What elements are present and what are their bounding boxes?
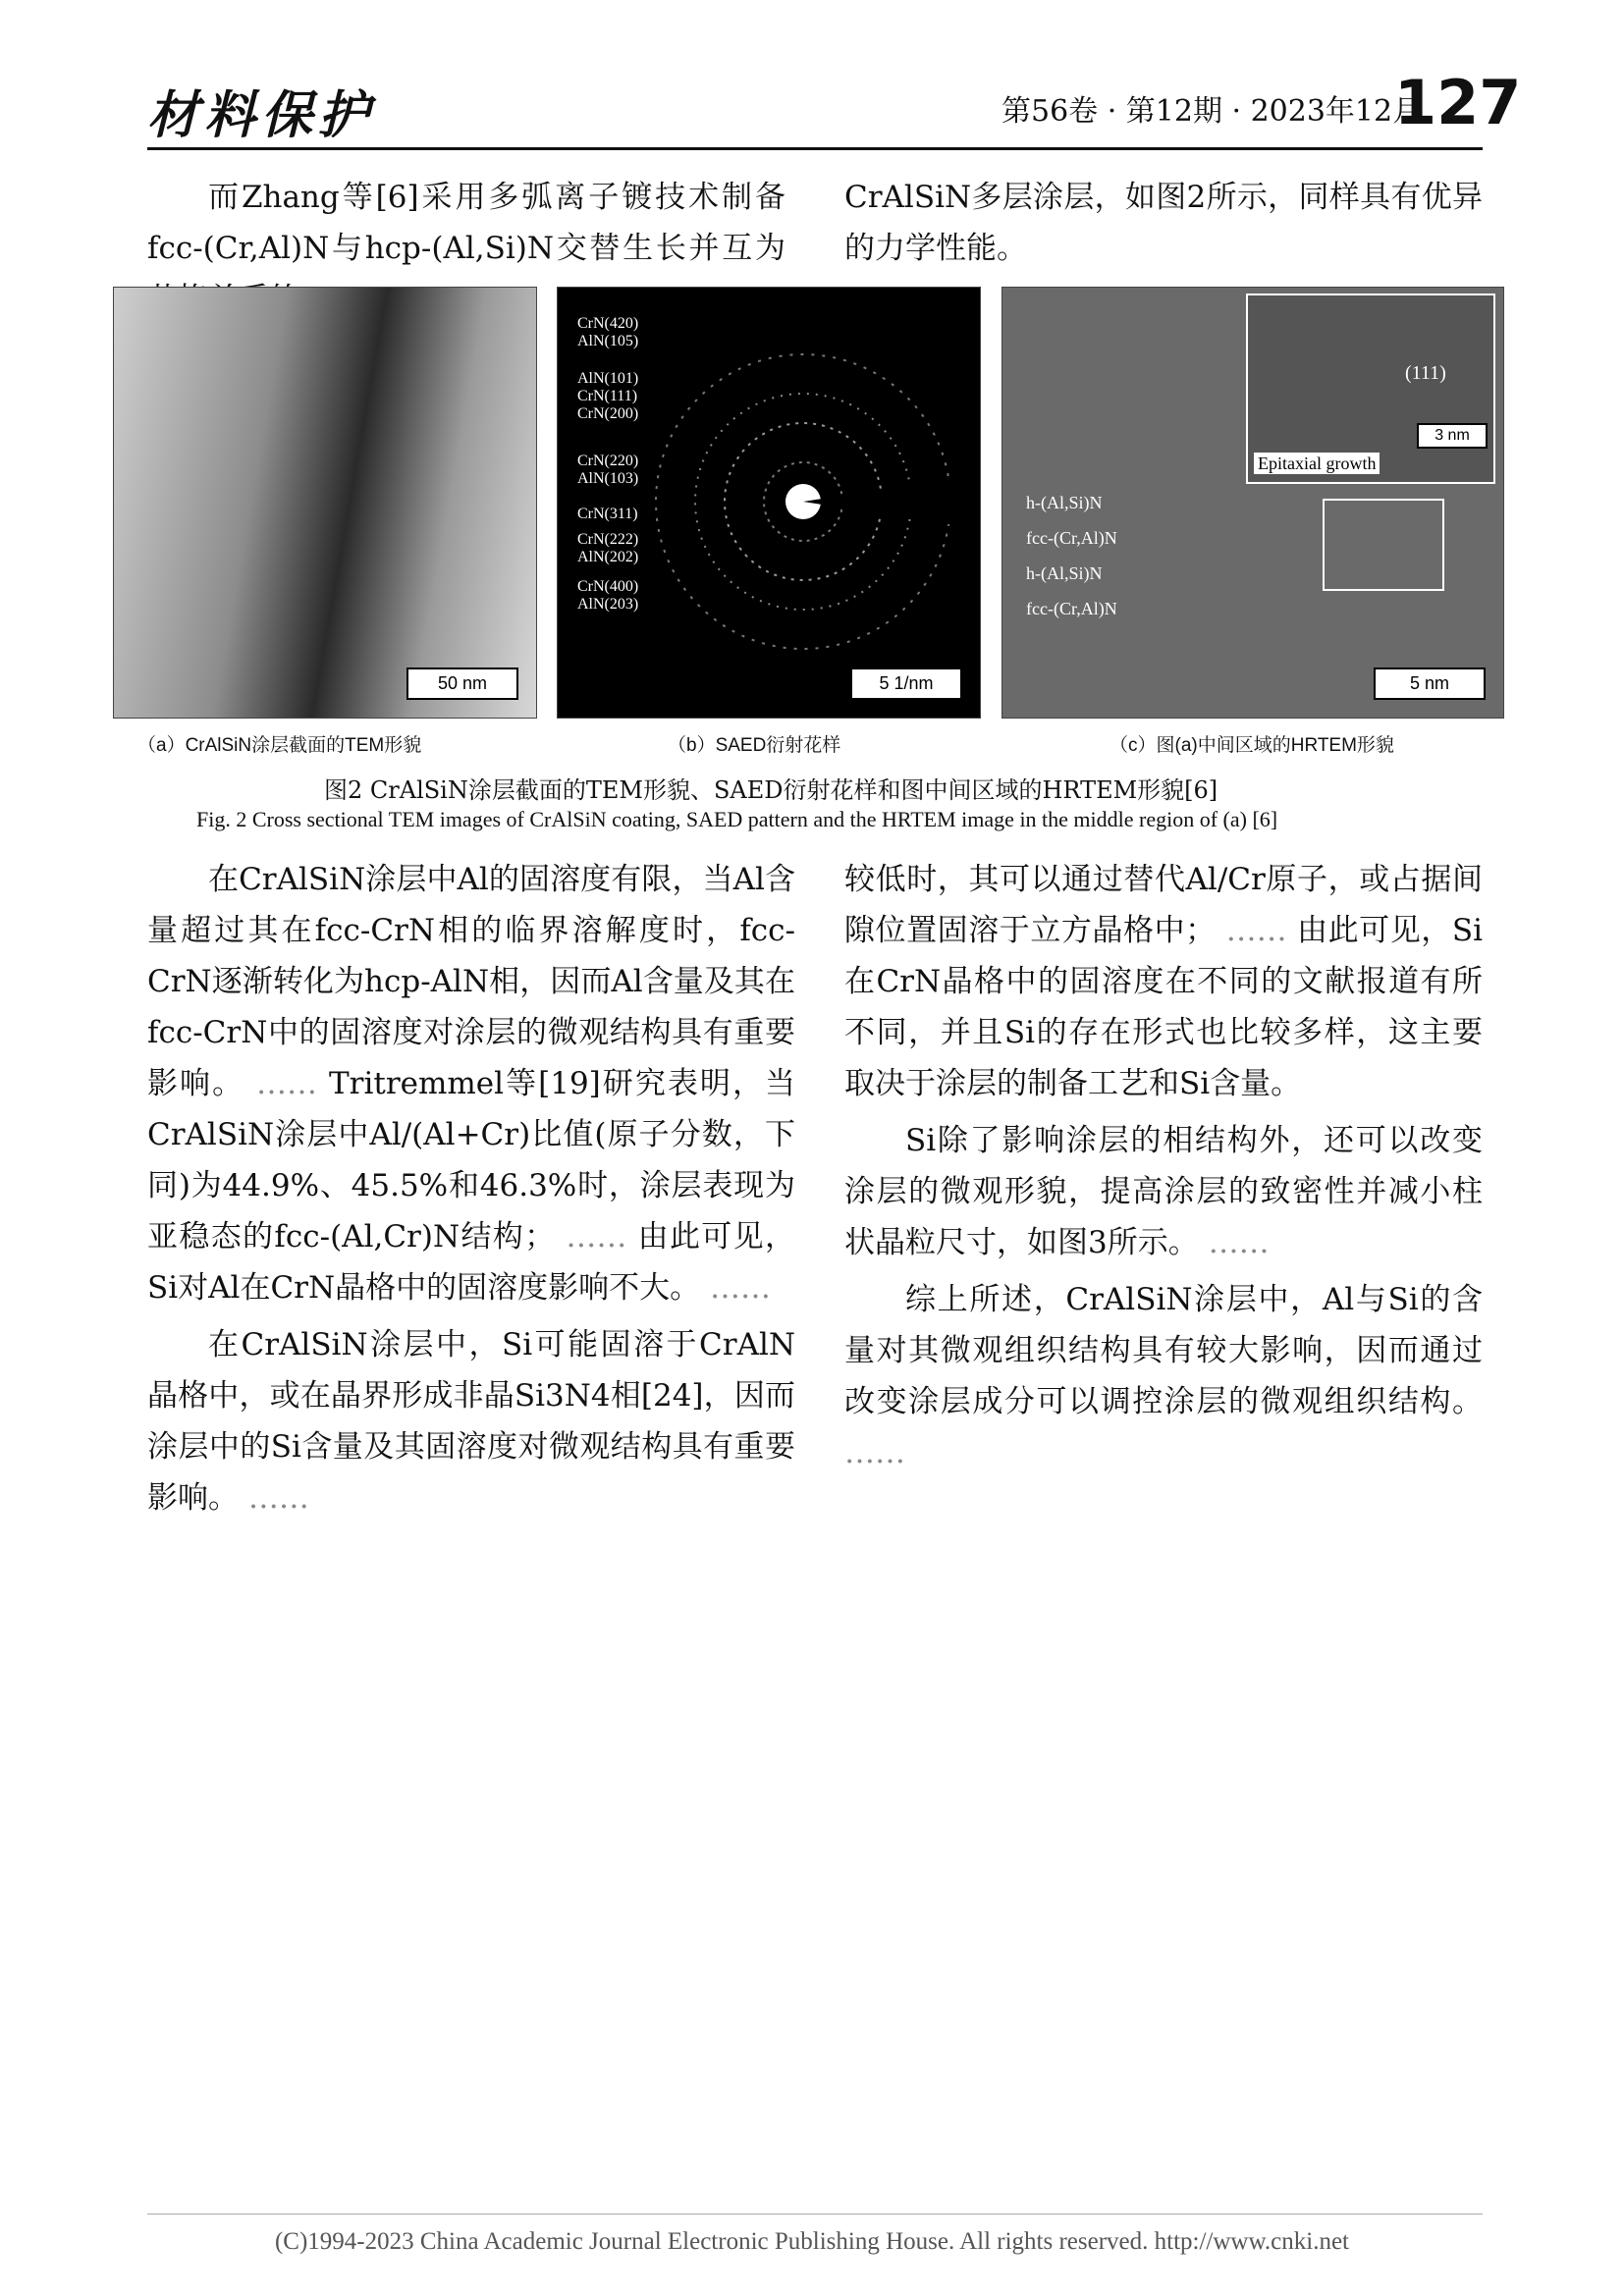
text-run: 由此可见，Si在CrN晶格中的固溶度在不同的文献报道有所不同，并且Si的存在形式也比较多样，这主要取决于涂层的制备工艺和Si含量。	[844, 913, 1483, 1101]
footer-divider	[147, 2214, 1483, 2215]
saed-label: CrN(420)	[577, 315, 639, 332]
saed-label: AlN(103)	[577, 470, 639, 487]
scale-bar-a: 50 nm	[406, 667, 518, 700]
saed-label: CrN(222)	[577, 531, 639, 548]
paragraph	[147, 1319, 795, 1523]
paragraph	[844, 1274, 1483, 1478]
saed-label: AlN(203)	[577, 596, 639, 613]
illegible-gap: ……	[1225, 913, 1287, 948]
illegible-gap: ……	[247, 1480, 309, 1516]
copyright-footer: (C)1994-2023 China Academic Journal Electronic Publishing House. All rights reserved. http://www.cnki.net	[274, 2228, 1350, 2255]
saed-label: CrN(400)	[577, 578, 639, 595]
layer-label: h-(Al,Si)N	[1026, 493, 1103, 512]
subcaption-c: （c）图(a)中间区域的HRTEM形貌	[1110, 735, 1394, 756]
text-run: 在CrAlSiN涂层中，Si可能固溶于CrAlN晶格中，或在晶界形成非晶Si3N4相[24]，因而涂层中的Si含量及其固溶度对微观结构具有重要影响。	[147, 1327, 795, 1516]
intro-right-text: CrAlSiN多层涂层，如图2所示，同样具有优异的力学性能。	[844, 180, 1483, 266]
scale-bar-c: 5 nm	[1374, 667, 1486, 700]
figure-caption-en: Fig. 2 Cross sectional TEM images of CrAlSiN coating, SAED pattern and the HRTEM image in the middle region of (a) [6]	[196, 807, 1278, 831]
saed-label: AlN(202)	[577, 549, 639, 565]
hrtem-inset	[1246, 294, 1495, 484]
inset-note: Epitaxial growth	[1254, 453, 1380, 474]
text-run: 在CrAlSiN涂层中Al的固溶度有限，当Al含量超过其在fcc-CrN相的临界溶解度时，fcc-CrN逐渐转化为hcp-AlN相，因而Al含量及其在fcc-CrN中的固溶度对涂层的微观结构具有重要影响。	[147, 862, 795, 1101]
saed-label: CrN(220)	[577, 453, 639, 469]
saed-label: AlN(101)	[577, 370, 639, 387]
text-run: Tritremmel等[19]研究表明，当CrAlSiN涂层中Al/(Al+Cr)比值(原子分数，下同)为44.9%、45.5%和46.3%时，涂层表现为亚稳态的fcc-(Al,Cr)N结构；	[147, 1066, 796, 1255]
inset-plane-label: (111)	[1405, 362, 1446, 384]
saed-label: CrN(111)	[577, 388, 638, 404]
saed-pattern-panel	[557, 287, 981, 719]
illegible-gap: ……	[566, 1219, 627, 1255]
illegible-gap: ……	[844, 1435, 905, 1470]
illegible-gap: ……	[256, 1066, 318, 1101]
paragraph	[147, 854, 795, 1313]
page-number: 127	[1394, 67, 1522, 138]
figure-caption-cn: 图2 CrAlSiN涂层截面的TEM形貌、SAED衍射花样和图中间区域的HRTEM形貌[6]	[324, 776, 1218, 804]
illegible-gap: ……	[709, 1270, 771, 1306]
body-left-column	[147, 854, 795, 1529]
body-right-column	[844, 854, 1483, 1484]
intro-left-text: 而Zhang等[6]采用多弧离子镀技术制备fcc-(Cr,Al)N与hcp-(Al,Si)N交替生长并互为	[147, 180, 785, 266]
layer-label: h-(Al,Si)N	[1026, 563, 1103, 583]
layer-label: fcc-(Cr,Al)N	[1026, 599, 1117, 618]
illegible-gap: ……	[1208, 1225, 1270, 1260]
saed-label: CrN(200)	[577, 405, 639, 422]
region-marker	[1323, 499, 1444, 591]
issue-info: 第56卷 · 第12期 · 2023年12月	[1001, 94, 1423, 129]
saed-label: CrN(311)	[577, 506, 638, 522]
paragraph	[844, 1115, 1483, 1268]
text-run: Si除了影响涂层的相结构外，还可以改变涂层的微观形貌，提高涂层的致密性并减小柱状晶粒尺寸，如图3所示。	[844, 1123, 1483, 1260]
text-run: 综上所述，CrAlSiN涂层中，Al与Si的含量对其微观组织结构具有较大影响，因而通过改变涂层成分可以调控涂层的微观组织结构。	[844, 1282, 1483, 1419]
text-run: 较低时，其可以通过替代Al/Cr原子，或占据间隙位置固溶于立方晶格中；	[844, 862, 1483, 948]
saed-rings	[558, 288, 980, 718]
journal-logo: 材料保护	[147, 85, 376, 145]
saed-label: AlN(105)	[577, 333, 639, 349]
paragraph	[844, 854, 1483, 1109]
scale-bar-b: 5 1/nm	[850, 667, 962, 700]
hrtem-image-panel	[1001, 287, 1504, 719]
subcaption-a: （a）CrAlSiN涂层截面的TEM形貌	[137, 735, 422, 756]
layer-label: fcc-(Cr,Al)N	[1026, 528, 1117, 548]
subcaption-b: （b）SAED衍射花样	[668, 735, 841, 756]
header-divider	[147, 147, 1483, 150]
inset-scale-bar: 3 nm	[1417, 423, 1488, 449]
tem-image-panel	[113, 287, 537, 719]
text-run: 由此可见，Si对Al在CrN晶格中的固溶度影响不大。	[147, 1219, 796, 1306]
